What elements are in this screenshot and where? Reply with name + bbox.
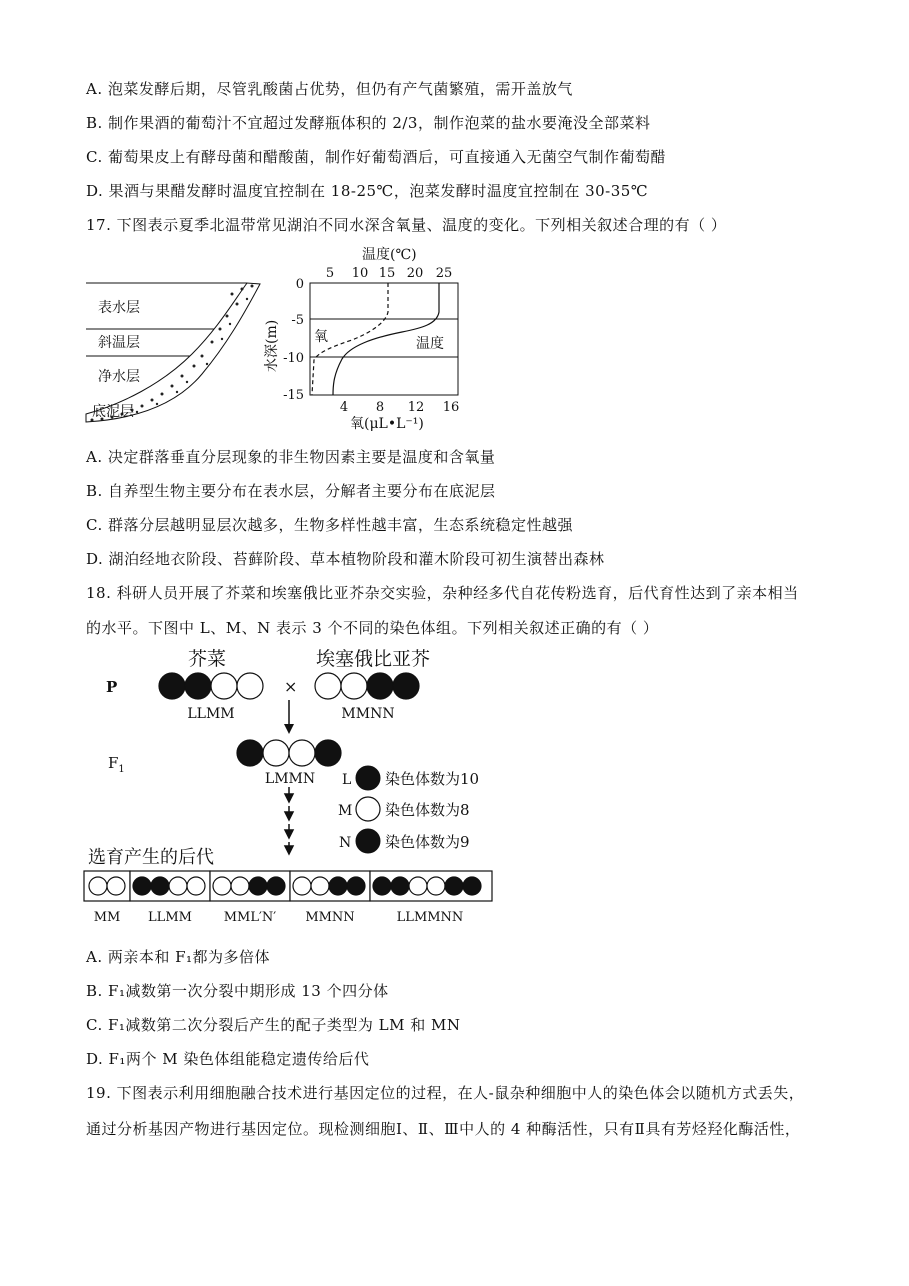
bottom-tick: 4 <box>339 400 349 415</box>
q16-option-c: C. 葡萄果皮上有酵母菌和醋酸菌，制作好葡萄酒后，可直接通入无菌空气制作葡萄醋 <box>86 148 666 166</box>
q18-stem-line2: 的水平。下图中 L、M、N 表示 3 个不同的染色体组。下列相关叙述正确的有（ ） <box>86 619 659 637</box>
q19-stem-line1: 19. 下图表示利用细胞融合技术进行基因定位的过程，在人-鼠杂种细胞中人的染色体会以随机方式丢失， <box>86 1084 805 1102</box>
genome-p2: MMNN <box>341 706 395 722</box>
layer-label: 斜温层 <box>98 335 140 351</box>
top-axis-label: 温度(℃) <box>362 247 417 263</box>
q16-option-b: B. 制作果酒的葡萄汁不宜超过发酵瓶体积的 2/3，制作泡菜的盐水要淹没全部菜料 <box>86 114 651 132</box>
genome-f1: LMMN <box>264 771 316 787</box>
bottom-axis-label: 氧(μL•L⁻¹) <box>350 416 424 432</box>
top-tick: 25 <box>435 266 453 281</box>
q17-option-b: B. 自养型生物主要分布在表水层，分解者主要分布在底泥层 <box>86 482 496 500</box>
offspring-label: MMNN <box>305 910 355 925</box>
parent1-label: 芥菜 <box>188 648 227 670</box>
cross-symbol: × <box>284 677 298 696</box>
top-tick: 5 <box>325 266 335 281</box>
top-tick: 20 <box>406 266 424 281</box>
q18-option-b: B. F₁减数第一次分裂中期形成 13 个四分体 <box>86 982 389 1000</box>
q17-stem: 17. 下图表示夏季北温带常见湖泊不同水深含氧量、温度的变化。下列相关叙述合理的有（ ） <box>86 216 727 234</box>
y-tick: 0 <box>295 277 304 292</box>
y-tick: -15 <box>283 388 304 403</box>
legend-text: 染色体数为10 <box>385 770 480 788</box>
oxygen-series-label: 氧 <box>314 329 328 345</box>
temperature-series-label: 温度 <box>416 336 444 352</box>
offspring-row <box>84 871 492 901</box>
bottom-tick: 8 <box>375 400 385 415</box>
top-tick: 10 <box>351 266 369 281</box>
bottom-tick: 16 <box>442 400 460 415</box>
q17-option-c: C. 群落分层越明显层次越多，生物多样性越丰富，生态系统稳定性越强 <box>86 516 573 534</box>
layer-label: 净水层 <box>98 369 140 385</box>
offspring-label: LLMMNN <box>396 910 464 925</box>
y-axis-label: 水深(m) <box>264 319 280 372</box>
top-tick: 15 <box>378 266 396 281</box>
legend-key: M <box>338 803 353 819</box>
q17-lake-figure <box>82 244 482 434</box>
depth-chart <box>263 246 459 432</box>
parent2-label: 埃塞俄比亚芥 <box>316 648 431 670</box>
legend-key: N <box>339 835 352 851</box>
q19-stem-line2: 通过分析基因产物进行基因定位。现检测细胞Ⅰ、Ⅱ、Ⅲ中人的 4 种酶活性，只有Ⅱ具有芳烃羟化酶活性， <box>86 1120 801 1138</box>
offspring-label: MML′N′ <box>223 910 277 925</box>
label-p: P <box>106 678 118 696</box>
q16-option-a: A. 泡菜发酵后期，尽管乳酸菌占优势，但仍有产气菌繁殖，需开盖放气 <box>86 80 573 98</box>
offspring-title: 选育产生的后代 <box>88 847 214 868</box>
q18-option-d: D. F₁两个 M 染色体组能稳定遗传给后代 <box>86 1050 370 1068</box>
legend-text: 染色体数为8 <box>385 801 470 819</box>
y-tick: -10 <box>283 351 304 366</box>
bottom-tick: 12 <box>407 400 425 415</box>
q18-option-a: A. 两亲本和 F₁都为多倍体 <box>86 948 271 966</box>
q17-option-a: A. 决定群落垂直分层现象的非生物因素主要是温度和含氧量 <box>86 448 496 466</box>
q17-option-d: D. 湖泊经地衣阶段、苔藓阶段、草本植物阶段和灌木阶段可初生演替出森林 <box>86 550 605 568</box>
q18-stem-line1: 18. 科研人员开展了芥菜和埃塞俄比亚芥杂交实验，杂种经多代自花传粉选育，后代育性达到了亲本相当 <box>86 584 799 602</box>
layer-label: 表水层 <box>98 300 140 316</box>
offspring-label: LLMM <box>148 910 192 925</box>
q16-option-d: D. 果酒与果醋发酵时温度宜控制在 18-25℃，泡菜发酵时温度宜控制在 30-35℃ <box>86 182 649 200</box>
q18-option-c: C. F₁减数第二次分裂后产生的配子类型为 LM 和 MN <box>86 1016 461 1034</box>
legend-text: 染色体数为9 <box>385 833 470 851</box>
legend-key: L <box>342 772 352 788</box>
chromosome-legend <box>338 766 479 853</box>
y-tick: -5 <box>291 313 304 328</box>
offspring-label: MM <box>93 910 121 925</box>
layer-label: 底泥层 <box>92 404 134 420</box>
genome-p1: LLMM <box>187 706 235 722</box>
label-f1: $F_1$ <box>108 754 125 775</box>
lake-profile-diagram <box>86 283 260 422</box>
q18-hybrid-figure <box>80 640 500 930</box>
